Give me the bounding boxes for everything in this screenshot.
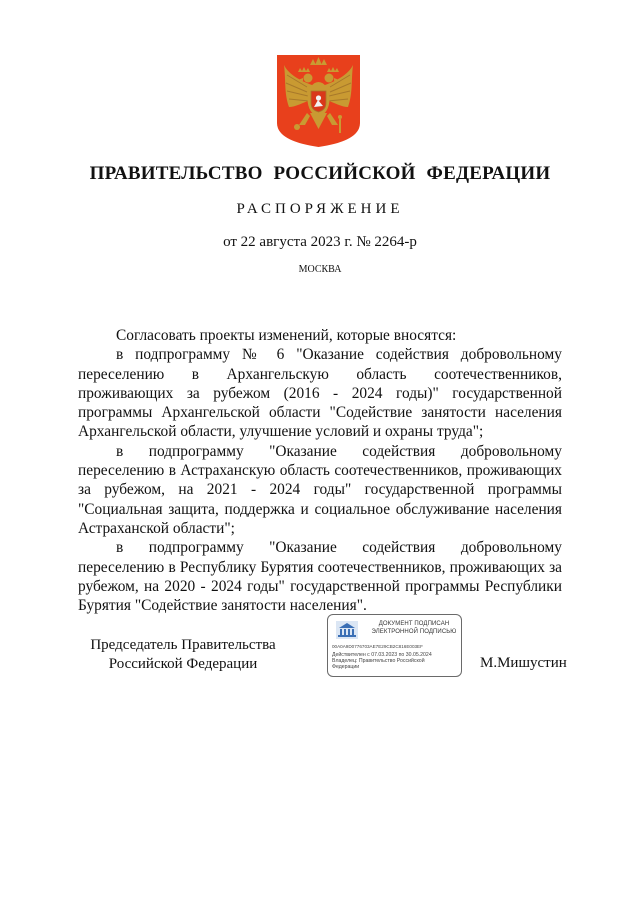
signer-position (78, 636, 288, 674)
government-building-icon (336, 621, 358, 639)
signer-position-line-1: Председатель Правительства (90, 637, 276, 653)
signer-position-line-2: Российской Федерации (108, 656, 258, 672)
stamp-certificate-serial: 00A0A9D0776703AE7E29CB2C816E003EF (332, 644, 423, 649)
stamp-heading-line-2: ЭЛЕКТРОННОЙ ПОДПИСЬЮ (371, 629, 457, 635)
stamp-validity: Действителен с 07.03.2023 по 30.05.2024 (332, 652, 432, 658)
document-date-number: от 22 августа 2023 г. № 2264-р (223, 234, 417, 250)
body-paragraph-3: в подпрограмму "Оказание содействия добровольному переселению в Астраханскую область соотечественников, проживающих за рубежом, на 2021 - 2024 годы" государственной программы "Социальная защита, поддержка и социальное обслуживание населения Астраханской области"; (78, 442, 562, 537)
document-city: МОСКВА (298, 264, 342, 275)
stamp-owner: Владелец: Правительство Российской Федерации (332, 658, 425, 671)
body-paragraph-4: в подпрограмму "Оказание содействия добровольному переселению в Республику Бурятия соотечественников, проживающих за рубежом, на 2020 - 2024 годы" государственной программы Республики Бурятия "Содействие занятости населения". (78, 539, 562, 615)
russian-coat-of-arms-icon (277, 55, 360, 147)
electronic-signature-stamp (327, 614, 462, 677)
body-paragraph-1: Согласовать проекты изменений, которые вносятся: (116, 327, 457, 344)
stamp-heading (368, 620, 460, 636)
document-type: РАСПОРЯЖЕНИЕ (236, 201, 404, 217)
document-body (78, 326, 562, 615)
body-paragraph-2: в подпрограмму № 6 "Оказание содействия добровольному переселению в Архангельскую область соотечественников, проживающих за рубежом (2016 - 2024 годы)" государственной программы Архангельской области "Содействие занятости населения Архангельской области, улучшение условий и охраны труда"; (78, 346, 562, 441)
organization-title: ПРАВИТЕЛЬСТВО РОССИЙСКОЙ ФЕДЕРАЦИИ (89, 163, 551, 184)
signer-name: М.Мишустин (480, 655, 567, 671)
stamp-heading-line-1: ДОКУМЕНТ ПОДПИСАН (378, 621, 450, 627)
